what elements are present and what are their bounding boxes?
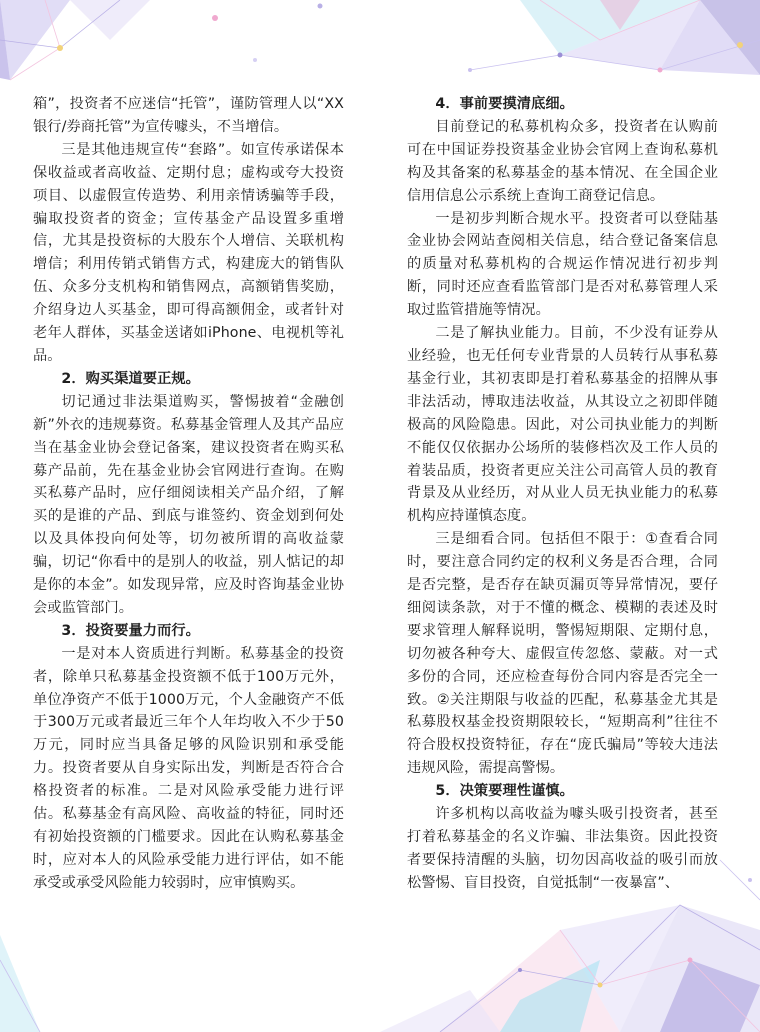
paragraph-purchase-channel: 切记通过非法渠道购买，警惕披着“金融创新”外衣的违规募资。私募基金管理人及其产品应当在基金业协会登记备案，建议投资者在购买私募产品前，先在基金业协会官网进行查询。在购买私募产品时，应仔细阅读相关产品介绍，了解买的是谁的产品、到底与谁签约、资金划到何处以及具体投向何处等，切勿被所谓的高收益蒙骗，切记“你看中的是别人的收益，别人惦记的却是你的本金”。如发现异常，应及时咨询基金业协会或监管部门。 bbox=[33, 393, 344, 616]
paragraph-other-violations: 三是其他违规宣传“套路”。如宣传承诺保本保收益或者高收益、定期付息；虚构或夸大投资项目、以虚假宣传造势、利用亲情诱骗等手段，骗取投资者的资金；宣传基金产品设置多重增信，尤其是投资标的大股东个人增信、关联机构增信；利用传销式销售方式，构建庞大的销售队伍、众多分支机构和销售网点，高额销售奖励，介绍身边人买基金，即可得高额佣金，或者针对老年人群体，买基金送诸如iPhone、电视机等礼品。 bbox=[33, 141, 344, 364]
left-column bbox=[33, 93, 344, 895]
paragraph-due-diligence-intro: 目前登记的私募机构众多，投资者在认购前可在中国证券投资基金业协会官网上查询私募机构及其备案的私募基金的基本情况、在全国企业信用信息公示系统上查询工商登记信息。 bbox=[407, 118, 718, 204]
section-heading-5: 5．决策要理性谨慎。 bbox=[435, 783, 574, 800]
right-column bbox=[407, 93, 718, 895]
paragraph-rational-decision: 许多机构以高收益为噱头吸引投资者，甚至打着私募基金的名义诈骗、非法集资。因此投资者要保持清醒的头脑，切勿因高收益的吸引而放松警惕、盲目投资，自觉抵制“一夜暴富”、 bbox=[407, 806, 718, 891]
paragraph-compliance-check: 一是初步判断合规水平。投资者可以登陆基金业协会网站查阅相关信息，结合登记备案信息的质量对私募机构的合规运作情况进行初步判断，同时还应查看监管部门是否对私募管理人采取过监管措施等情况。 bbox=[407, 210, 718, 319]
section-heading-3: 3．投资要量力而行。 bbox=[61, 622, 200, 639]
section-heading-4: 4．事前要摸清底细。 bbox=[435, 96, 574, 112]
paragraph-contract-review: 三是细看合同。包括但不限于：①查看合同时，要注意合同约定的权利义务是否合理，合同是否完整，是否存在缺页漏页等异常情况，要仔细阅读条款，对于不懂的概念、模糊的表述及时要求管理人解释说明，警惕短期限、定期付息，切勿被各种夸大、虚假宣传忽悠、蒙蔽。对一式多份的合同，还应检查每份合同内容是否完全一致。②关注期限与收益的匹配，私募基金尤其是私募股权基金投资期限较长，“短期高利”往往不符合股权投资特征，存在“庞氏骗局”等较大违法违规风险，需提高警惕。 bbox=[407, 531, 718, 777]
paragraph-investment-capacity: 一是对本人资质进行判断。私募基金的投资者，除单只私募基金投资额不低于100万元外，单位净资产不低于1000万元，个人金融资产不低于300万元或者最近三年个人年均收入不少于50万元，同时应当具备足够的风险识别和承受能力。投资者要从自身实际出发，判断是否符合合格投资者的标准。二是对风险承受能力进行评估。私募基金有高风险、高收益的特征，同时还有初始投资额的门槛要求。因此在认购私募基金时，应对本人的风险承受能力进行评估，如不能承受或承受风险能力较弱时，应审慎购买。 bbox=[33, 645, 344, 891]
paragraph-practice-ability: 二是了解执业能力。目前，不少没有证券从业经验，也无任何专业背景的人员转行从事私募基金行业，其初衷即是打着私募基金的招牌从事非法活动，博取违法收益，从其设立之初即伴随极高的风险隐患。因此，对公司执业能力的判断不能仅仅依据办公场所的装修档次及工作人员的着装品质，投资者更应关注公司高管人员的教育背景及从业经历，对从业人员无执业能力的私募机构应持谨慎态度。 bbox=[407, 325, 718, 525]
section-heading-2: 2．购买渠道要正规。 bbox=[61, 370, 200, 387]
paragraph-continuation: 箱”，投资者不应迷信“托管”，谨防管理人以“XX银行/券商托管”为宣传噱头，不当增信。 bbox=[33, 96, 344, 135]
